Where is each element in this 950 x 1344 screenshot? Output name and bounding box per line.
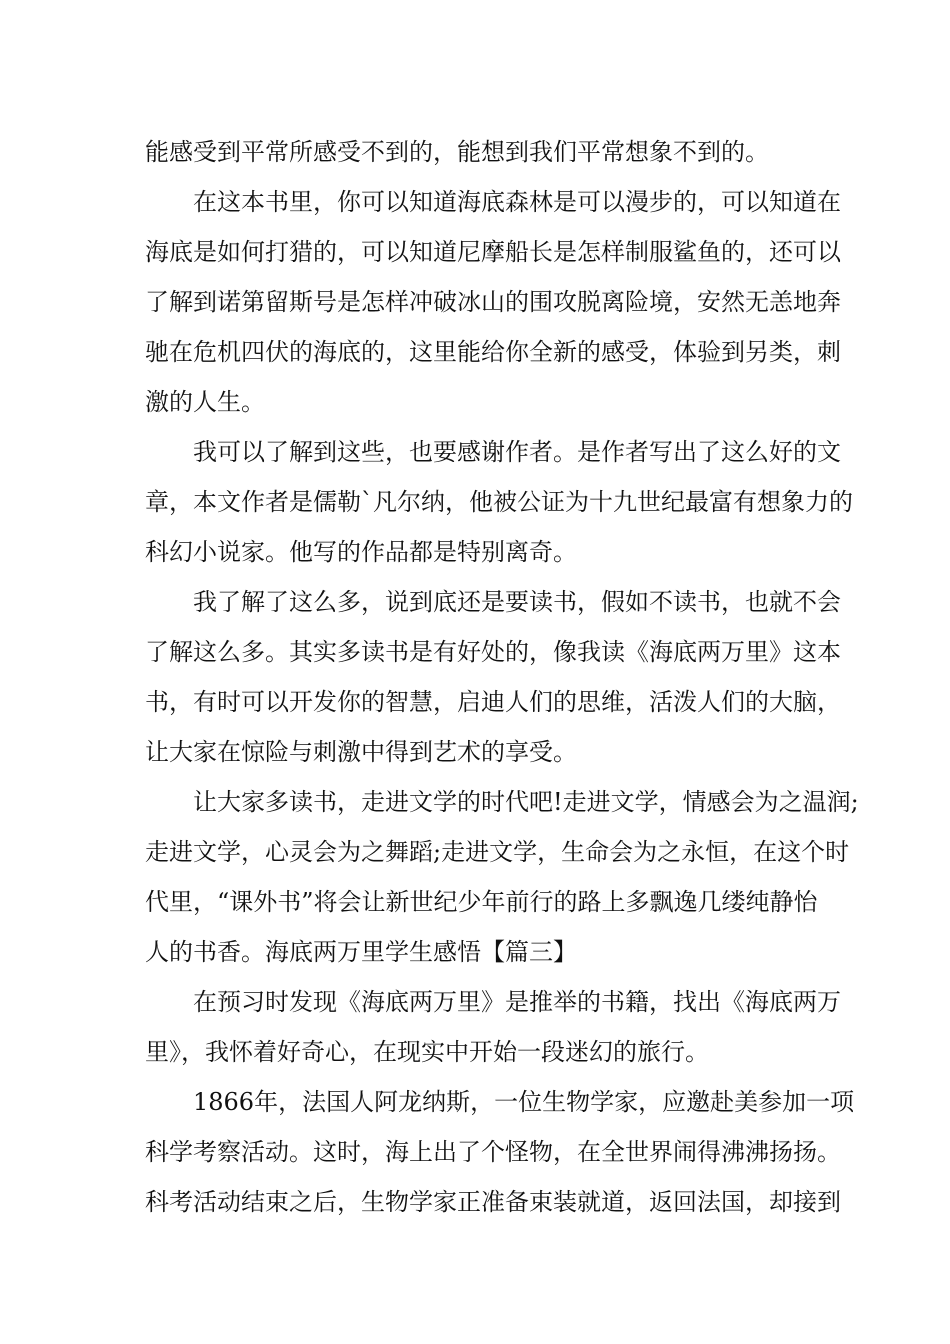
text-line: 在预习时发现《海底两万里》是推举的书籍，找出《海底两万: [193, 988, 841, 1016]
text-line: 在这本书里，你可以知道海底森林是可以漫步的，可以知道在: [193, 188, 841, 216]
text-line: 科学考察活动。这时，海上出了个怪物，在全世界闹得沸沸扬扬。: [145, 1138, 841, 1166]
text-line: 人的书香。海底两万里学生感悟【篇三】: [145, 938, 577, 966]
text-line: 我了解了这么多，说到底还是要读书，假如不读书，也就不会: [193, 588, 841, 616]
text-line: 驰在危机四伏的海底的，这里能给你全新的感受，体验到另类，刺: [145, 338, 841, 366]
text-line: 让大家多读书，走进文学的时代吧!走进文学，情感会为之温润;: [193, 788, 859, 816]
text-line: 科幻小说家。他写的作品都是特别离奇。: [145, 538, 577, 566]
text-line: 科考活动结束之后，生物学家正准备束装就道，返回法国，却接到: [145, 1188, 841, 1216]
text-line: 1866年，法国人阿龙纳斯，一位生物学家，应邀赴美参加一项: [193, 1088, 855, 1116]
text-line: 了解这么多。其实多读书是有好处的，像我读《海底两万里》这本: [145, 638, 841, 666]
text-line: 了解到诺第留斯号是怎样冲破冰山的围攻脱离险境，安然无恙地奔: [145, 288, 841, 316]
text-line: 走进文学，心灵会为之舞蹈;走进文学，生命会为之永恒，在这个时: [145, 838, 850, 866]
text-line: 书，有时可以开发你的智慧，启迪人们的思维，活泼人们的大脑，: [145, 688, 841, 716]
text-line: 海底是如何打猎的，可以知道尼摩船长是怎样制服鲨鱼的，还可以: [145, 238, 841, 266]
text-line: 章，本文作者是儒勒`凡尔纳，他被公证为十九世纪最富有想象力的: [145, 488, 853, 516]
text-line: 让大家在惊险与刺激中得到艺术的享受。: [145, 738, 577, 766]
text-line: 里》，我怀着好奇心，在现实中开始一段迷幻的旅行。: [145, 1038, 709, 1066]
text-line: 我可以了解到这些，也要感谢作者。是作者写出了这么好的文: [193, 438, 841, 466]
text-line: 能感受到平常所感受不到的，能想到我们平常想象不到的。: [145, 138, 769, 166]
text-line: 激的人生。: [145, 388, 265, 416]
text-line: 代里，“课外书”将会让新世纪少年前行的路上多飘逸几缕纯静怡: [145, 888, 818, 916]
